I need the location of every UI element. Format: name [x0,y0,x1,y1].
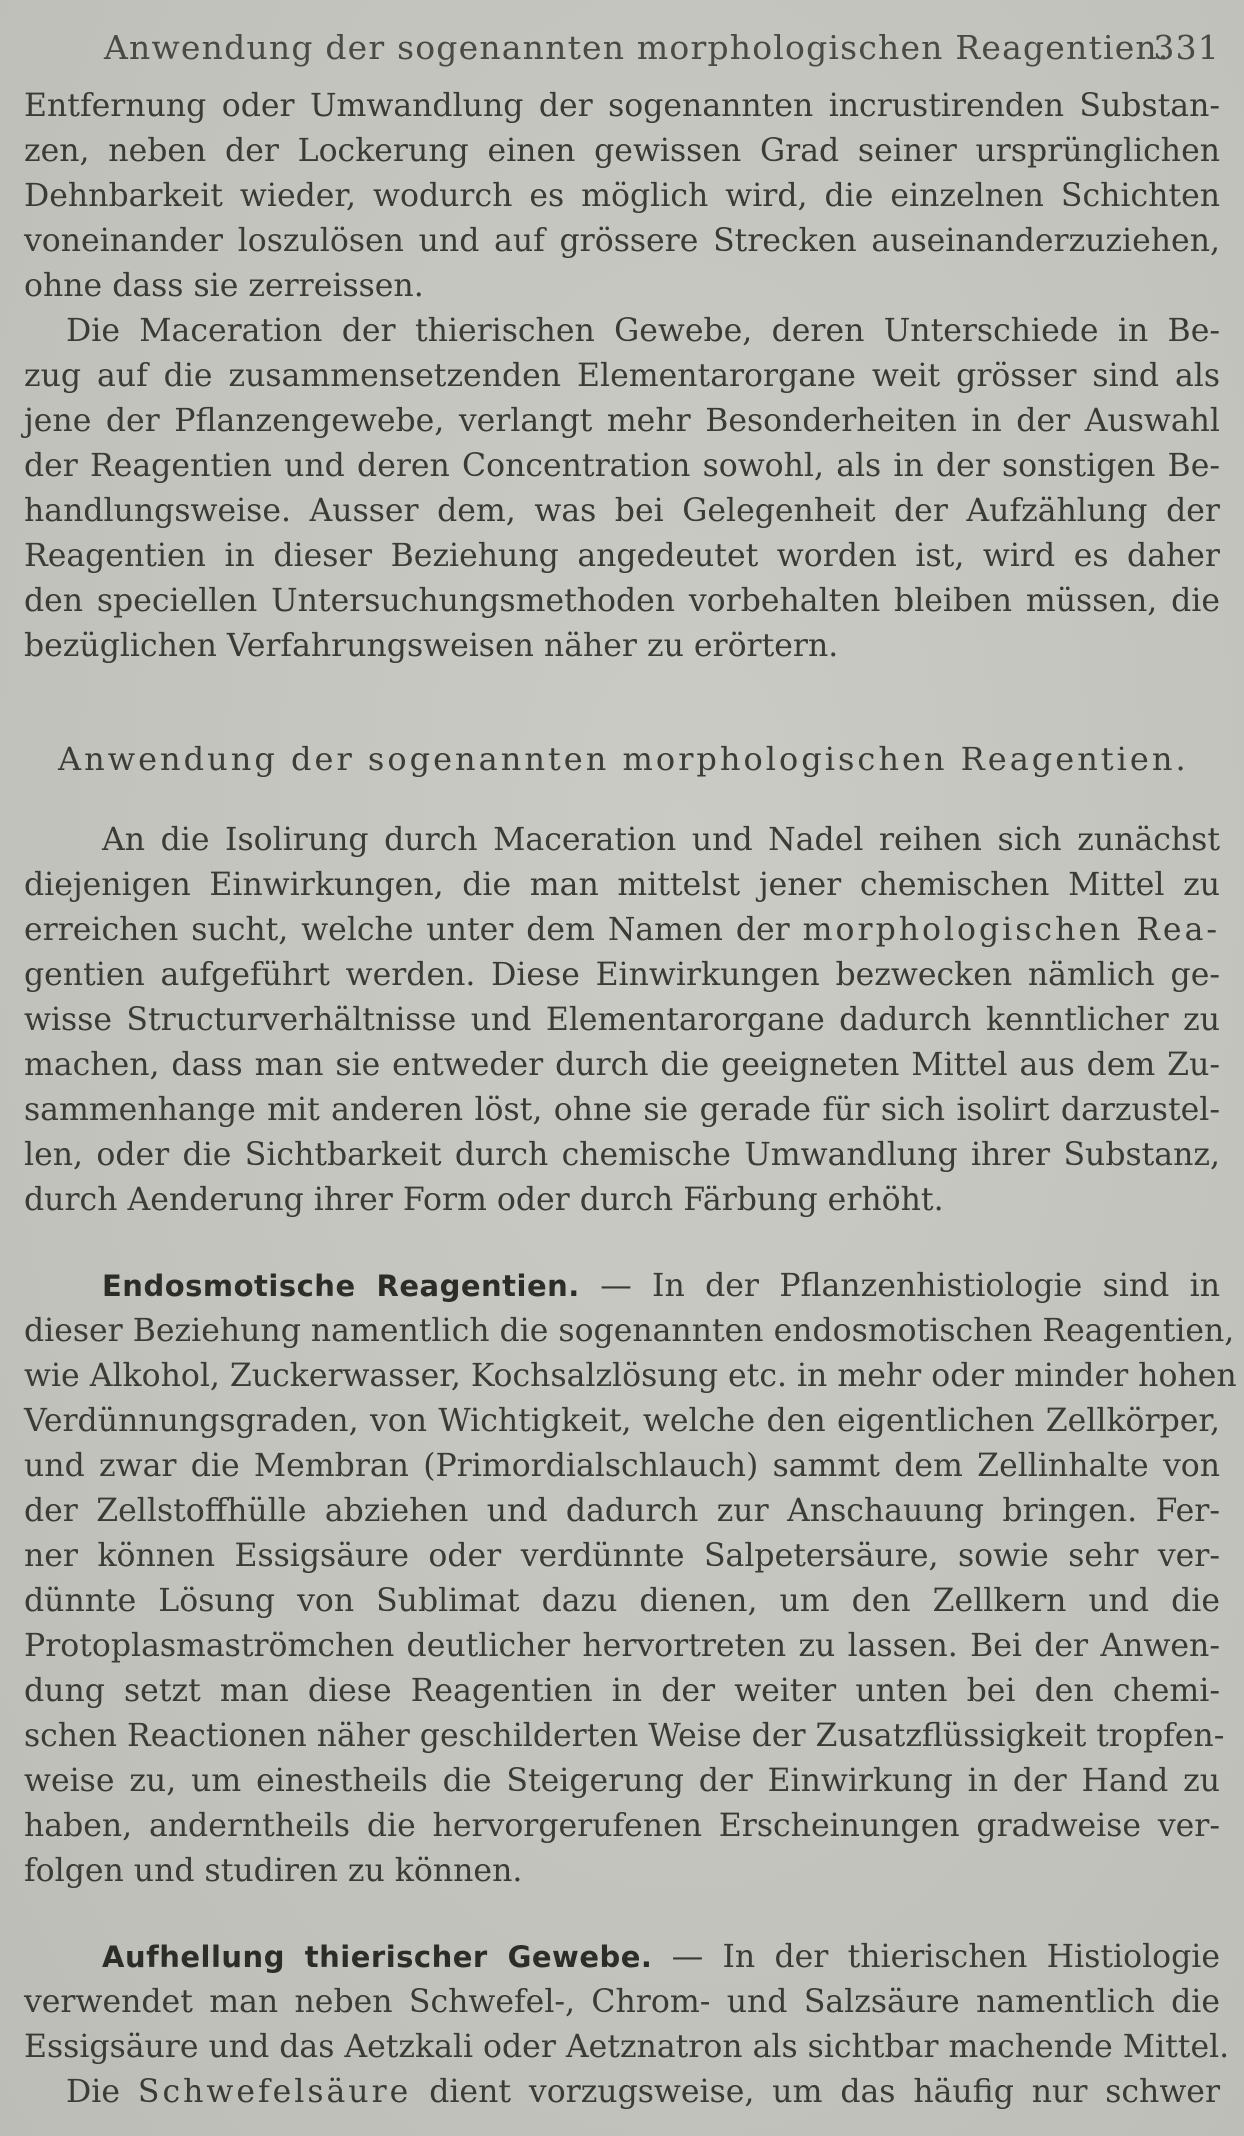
text-line: schen Reactionen näher geschilderten Weise der Zusatzflüssigkeit tropfen- [24,1718,1225,1754]
text-line: folgen und studiren zu können. [24,1853,523,1889]
spaced-term: morphologischen [802,912,1124,948]
text-line [24,910,1220,950]
text-line-part: — In der thierischen Histiologie [671,1939,1221,1975]
text-line-part: erreichen sucht, welche unter dem Namen der [24,912,790,948]
text-line: jene der Pflanzengewebe, verlangt mehr Besonderheiten in der Auswahl [24,403,1220,439]
text-line: wisse Structurverhältnisse und Elementarorgane dadurch kenntlicher zu [24,1002,1220,1038]
section-heading: Anwendung der sogenannten morphologischen Reagentien. [58,740,1189,778]
text-line [102,1266,1220,1306]
text-line: bezüglichen Verfahrungsweisen näher zu erörtern. [24,628,839,664]
text-line-part: — In der Pflanzenhistiologie sind in [600,1268,1221,1304]
text-line: ner können Essigsäure oder verdünnte Salpetersäure, sowie sehr ver- [24,1538,1220,1574]
running-head-title: Anwendung der sogenannten morphologischen Reagentien. [104,28,1170,67]
text-line: wie Alkohol, Zuckerwasser, Kochsalzlösung etc. in mehr oder minder hohen [24,1358,1237,1394]
text-line: zen, neben der Lockerung einen gewissen Grad seiner ursprünglichen [24,133,1220,169]
text-line: Die Maceration der thierischen Gewebe, deren Unterschiede in Be- [66,313,1220,349]
text-line: ohne dass sie zerreissen. [24,268,424,304]
text-line: diejenigen Einwirkungen, die man mittelst jener chemischen Mittel zu [24,867,1220,903]
text-line: dung setzt man diese Reagentien in der weiter unten bei den chemi- [24,1673,1220,1709]
text-line: weise zu, um einestheils die Steigerung der Einwirkung in der Hand zu [24,1763,1220,1799]
run-in-heading: Endosmotische Reagentien. [102,1269,580,1303]
text-line: dünnte Lösung von Sublimat dazu dienen, um den Zellkern und die [24,1583,1220,1619]
text-line: Verdünnungsgraden, von Wichtigkeit, welche den eigentlichen Zellkörper, [24,1403,1220,1439]
text-line: dieser Beziehung namentlich die sogenannten endosmotischen Reagentien, [24,1313,1235,1349]
text-line-part: Die [66,2074,120,2110]
text-line: handlungsweise. Ausser dem, was bei Gelegenheit der Aufzählung der [24,493,1220,529]
text-line: gentien aufgeführt werden. Diese Einwirkungen bezwecken nämlich ge- [24,957,1220,993]
text-line: Dehnbarkeit wieder, wodurch es möglich wird, die einzelnen Schichten [24,178,1220,214]
text-line [102,1937,1220,1977]
spaced-term-tail: Rea- [1136,912,1221,948]
text-line [66,2072,1220,2112]
spaced-term: Schwefelsäure [137,2074,412,2110]
text-line: Essigsäure und das Aetzkali oder Aetznatron als sichtbar machende Mittel. [24,2029,1230,2065]
text-line: sammenhange mit anderen löst, ohne sie gerade für sich isolirt darzustel- [24,1092,1220,1128]
text-line: haben, anderntheils die hervorgerufenen Erscheinungen gradweise ver- [24,1808,1220,1844]
text-line: voneinander loszulösen und auf grössere Strecken auseinanderzuziehen, [24,223,1220,259]
text-line-part: dient vorzugsweise, um das häufig nur schwer [429,2074,1221,2110]
text-line: den speciellen Untersuchungsmethoden vorbehalten bleiben müssen, die [24,583,1220,619]
text-line: verwendet man neben Schwefel-, Chrom- und Salzsäure namentlich die [24,1984,1220,2020]
text-line: Reagentien in dieser Beziehung angedeutet worden ist, wird es daher [24,538,1220,574]
text-line: Entfernung oder Umwandlung der sogenannten incrustirenden Substan- [24,88,1220,124]
run-in-heading: Aufhellung thierischer Gewebe. [102,1940,653,1974]
running-head [104,28,1220,67]
text-line: durch Aenderung ihrer Form oder durch Färbung erhöht. [24,1182,944,1218]
text-line: An die Isolirung durch Maceration und Nadel reihen sich zunächst [102,822,1220,858]
text-line: und zwar die Membran (Primordialschlauch) sammt dem Zellinhalte von [24,1448,1220,1484]
text-line: len, oder die Sichtbarkeit durch chemische Umwandlung ihrer Substanz, [24,1137,1220,1173]
text-line: machen, dass man sie entweder durch die geeigneten Mittel aus dem Zu- [24,1047,1220,1083]
page-number: 331 [1153,28,1220,67]
text-line: zug auf die zusammensetzenden Elementarorgane weit grösser sind als [24,358,1220,394]
text-line: Protoplasmaströmchen deutlicher hervortreten zu lassen. Bei der Anwen- [24,1628,1220,1664]
text-line: der Reagentien und deren Concentration sowohl, als in der sonstigen Be- [24,448,1220,484]
text-line: der Zellstoffhülle abziehen und dadurch zur Anschauung bringen. Fer- [24,1493,1220,1529]
